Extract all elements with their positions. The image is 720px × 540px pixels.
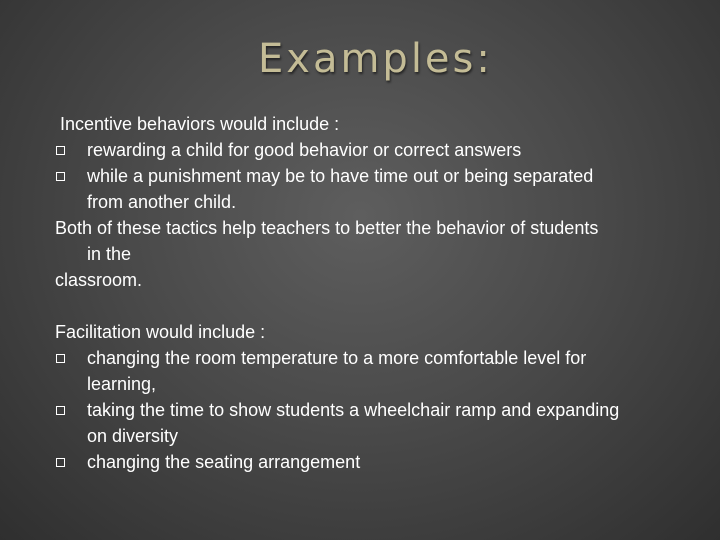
bullet-text: taking the time to show students a wheelchair ramp and expanding [87,400,620,420]
list-item [55,163,695,215]
bullet-text-continued: from another child. [87,192,237,212]
bullet-text: rewarding a child for good behavior or correct answers [87,140,522,160]
square-bullet-icon [56,146,65,155]
list-item [55,449,695,475]
incentive-intro: Incentive behaviors would include : [60,114,340,134]
list-item [55,345,695,397]
square-bullet-icon [56,354,65,363]
square-bullet-icon [56,458,65,467]
bullet-text: while a punishment may be to have time out or being separated [87,166,594,186]
square-bullet-icon [56,406,65,415]
summary-text-continued: in the [87,244,132,264]
summary-text: Both of these tactics help teachers to better the behavior of students [55,218,599,238]
slide-body [55,111,695,475]
bullet-text: changing the seating arrangement [87,452,361,472]
summary-text-end: classroom. [55,270,143,290]
bullet-text-continued: on diversity [87,426,179,446]
slide-title: Examples: [258,36,493,82]
list-item [55,137,695,163]
section-spacer [55,293,695,319]
bullet-text: changing the room temperature to a more comfortable level for [87,348,587,368]
list-item [55,397,695,449]
facilitation-intro: Facilitation would include : [55,322,266,342]
bullet-text-continued: learning, [87,374,157,394]
square-bullet-icon [56,172,65,181]
